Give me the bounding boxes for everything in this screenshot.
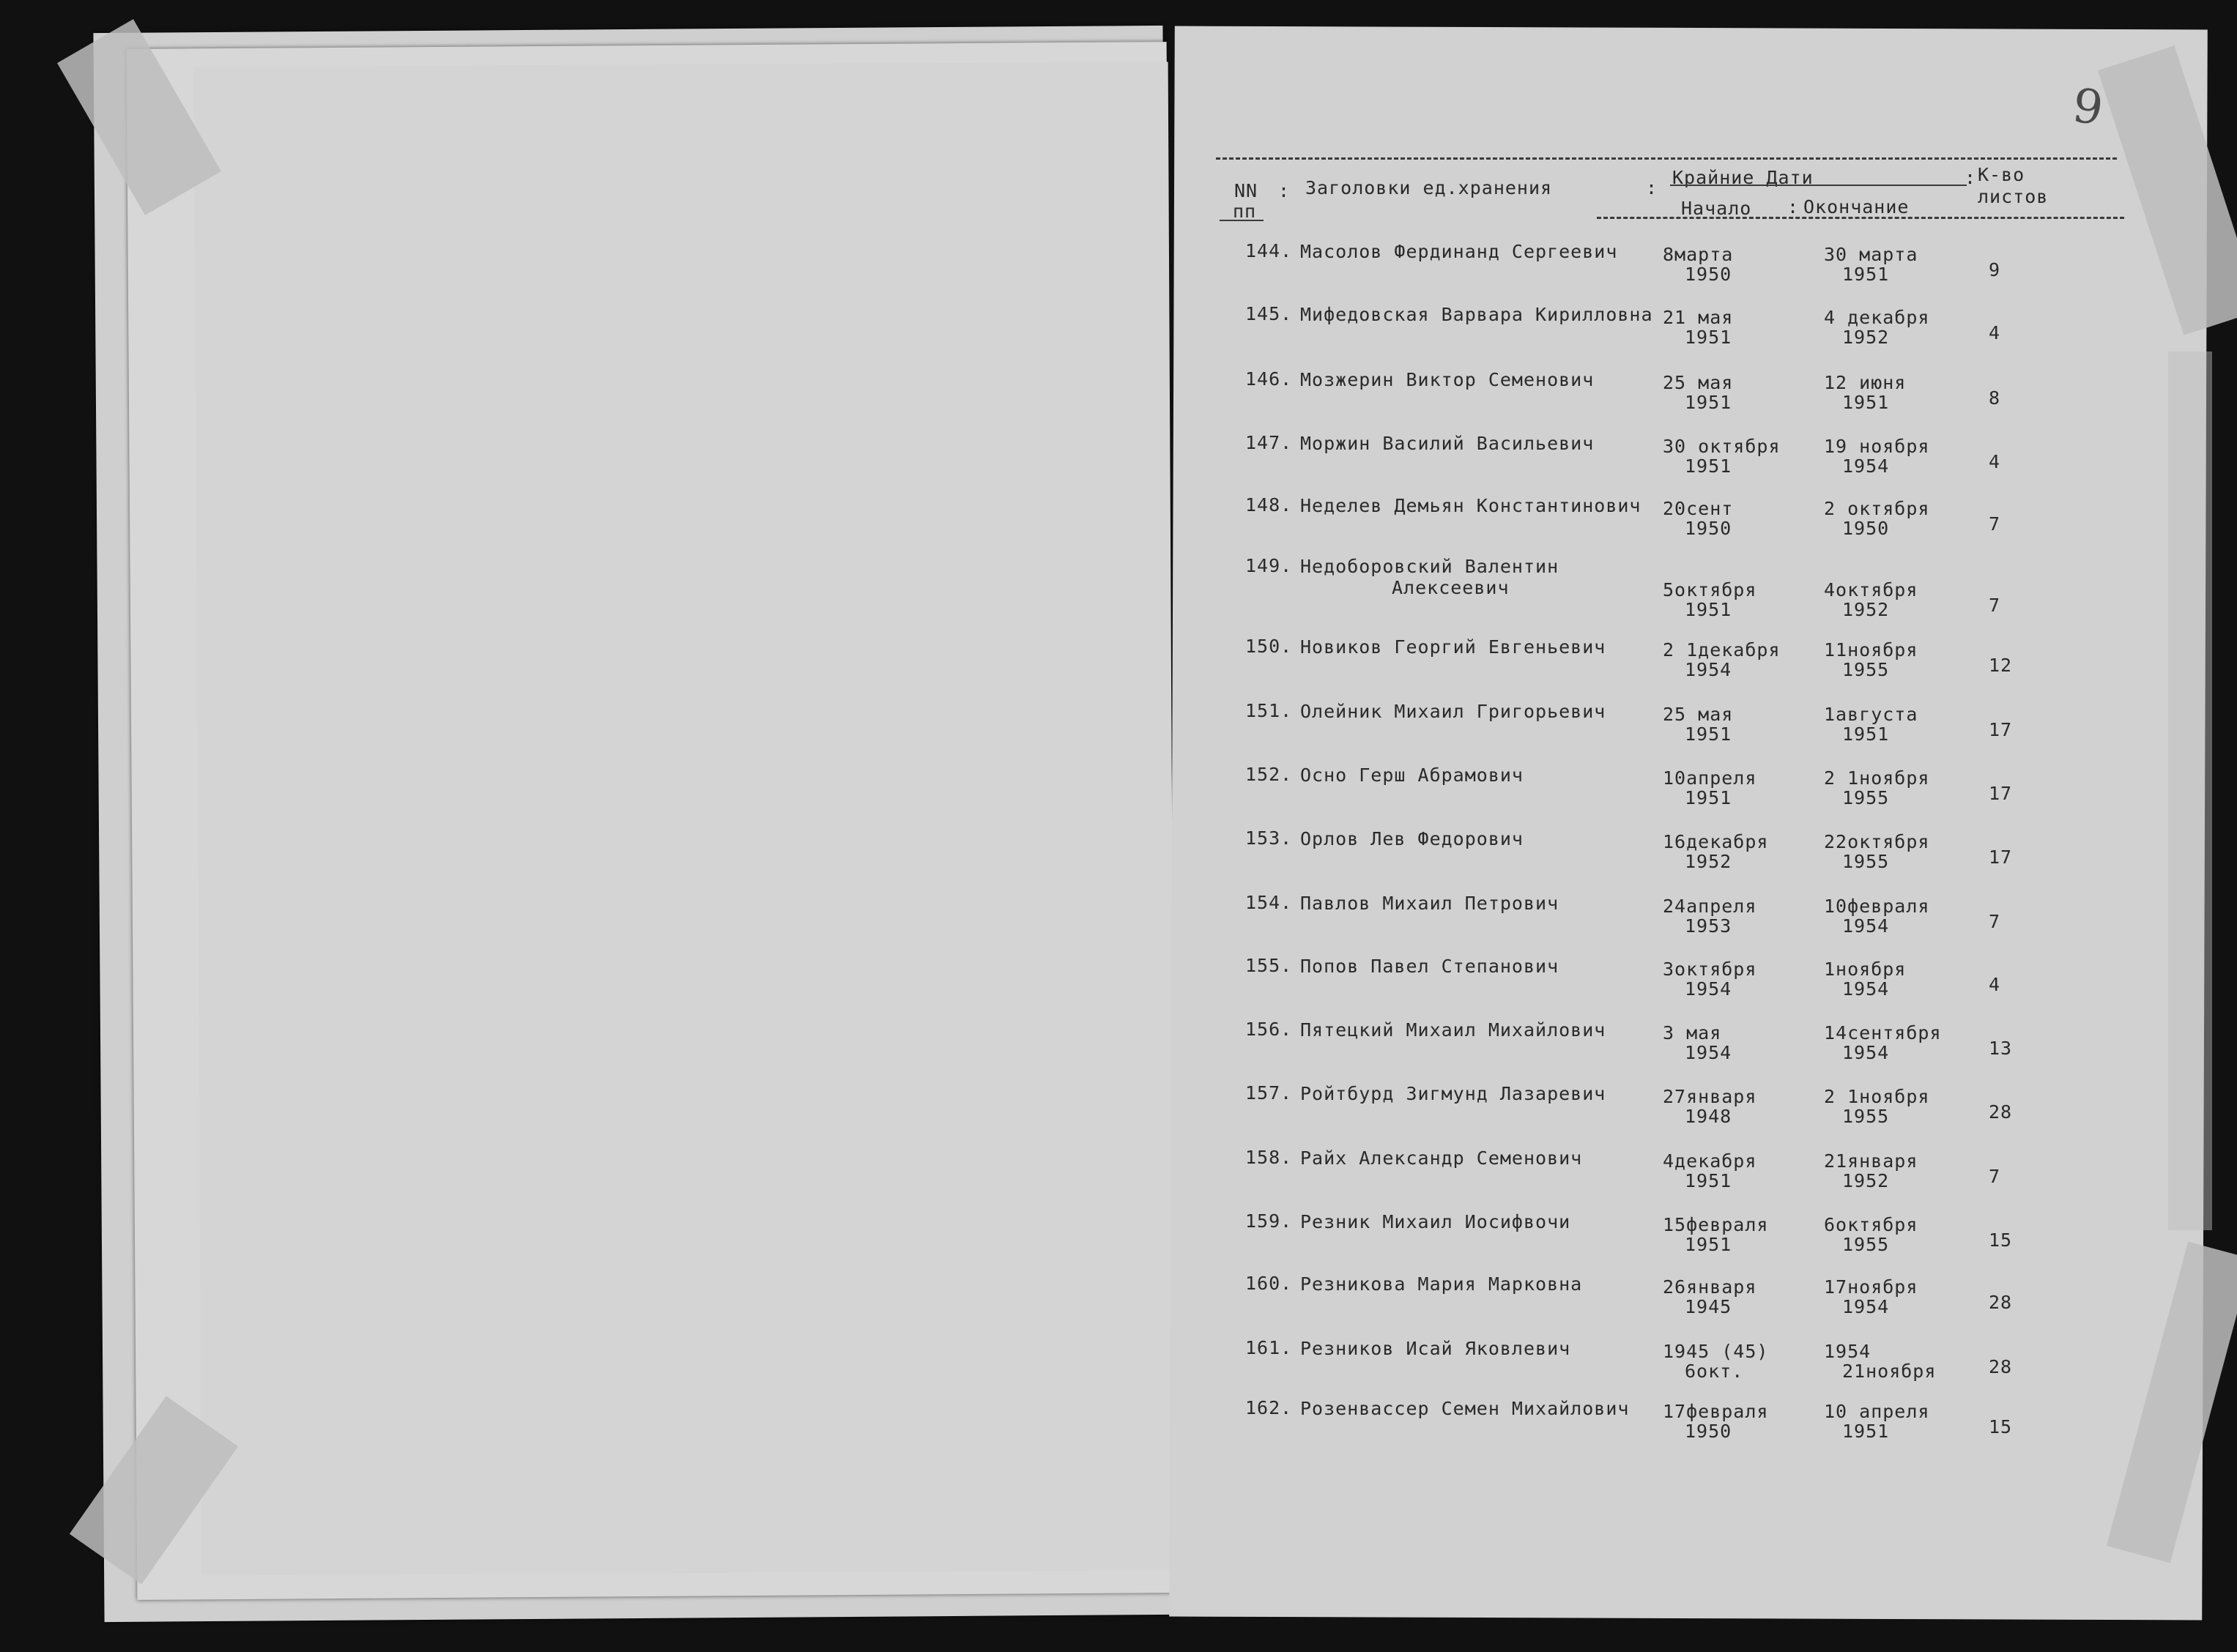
header-sep: : bbox=[1965, 167, 1977, 188]
header-end-label: Окончание bbox=[1803, 196, 1910, 217]
header-sep: : bbox=[1646, 177, 1658, 198]
row-end-day: 4октября bbox=[1824, 579, 1918, 601]
row-sheets: 28 bbox=[1989, 1356, 2013, 1378]
row-start-day: 15февраля bbox=[1663, 1213, 1769, 1235]
row-end-day: 1августа bbox=[1824, 704, 1918, 726]
row-start-year: 1954 bbox=[1685, 1042, 1732, 1064]
row-end-year: 21ноября bbox=[1842, 1360, 1937, 1382]
row-name: Розенвассер Семен Михайлович bbox=[1300, 1397, 1630, 1419]
row-end-year: 1950 bbox=[1842, 517, 1890, 539]
row-end-year: 1951 bbox=[1842, 391, 1890, 413]
row-end-year: 1952 bbox=[1842, 1169, 1890, 1191]
header-num-label-2: пп bbox=[1233, 201, 1257, 222]
row-name: Неделев Демьян Константинович bbox=[1300, 494, 1641, 516]
row-number: 147. bbox=[1245, 432, 1293, 453]
row-start-year: 1950 bbox=[1685, 518, 1732, 540]
row-number: 161. bbox=[1245, 1337, 1293, 1358]
row-end-day: 12 июня bbox=[1824, 372, 1907, 394]
row-start-day: 30 октября bbox=[1663, 435, 1781, 457]
row-sheets: 7 bbox=[1989, 1166, 2001, 1188]
row-start-day: 24апреля bbox=[1663, 895, 1757, 917]
row-number: 146. bbox=[1245, 368, 1293, 390]
row-start-day: 10апреля bbox=[1663, 767, 1757, 789]
row-name: Ройтбурд Зигмунд Лазаревич bbox=[1300, 1082, 1606, 1104]
row-name: Мозжерин Виктор Семенович bbox=[1300, 368, 1595, 390]
row-end-day: 30 марта bbox=[1824, 244, 1918, 266]
row-start-year: 1951 bbox=[1685, 723, 1732, 745]
header-dates-underline bbox=[1670, 185, 1967, 186]
row-sheets: 4 bbox=[1989, 451, 2001, 473]
row-start-day: 5октября bbox=[1663, 578, 1757, 600]
row-start-year: 1953 bbox=[1685, 915, 1732, 937]
row-start-year: 1951 bbox=[1685, 1170, 1732, 1192]
row-start-day: 20сент bbox=[1663, 497, 1734, 519]
row-end-day: 21января bbox=[1824, 1150, 1918, 1172]
row-name: Резник Михаил Иосифвочи bbox=[1300, 1210, 1571, 1232]
row-sheets: 15 bbox=[1989, 1416, 2013, 1438]
row-end-day: 2 октября bbox=[1824, 498, 1930, 520]
header-dates-label: Крайние Дати bbox=[1672, 167, 1814, 188]
row-sheets: 4 bbox=[1989, 974, 2001, 996]
row-end-day: 19 ноября bbox=[1824, 436, 1930, 458]
row-end-year: 1951 bbox=[1842, 263, 1890, 285]
row-sheets: 15 bbox=[1989, 1229, 2013, 1251]
row-name-continued: Алексеевич bbox=[1392, 577, 1510, 599]
row-name: Масолов Фердинанд Сергеевич bbox=[1300, 240, 1618, 262]
row-name: Райх Александр Семенович bbox=[1300, 1147, 1583, 1169]
row-start-year: 1945 bbox=[1685, 1296, 1732, 1318]
header-num-label: NN bbox=[1234, 180, 1258, 201]
row-start-day: 1945 (45) bbox=[1663, 1340, 1769, 1362]
row-end-day: 17ноября bbox=[1824, 1276, 1918, 1298]
row-sheets: 7 bbox=[1989, 911, 2001, 933]
row-start-day: 4декабря bbox=[1663, 1150, 1757, 1172]
row-start-year: 1948 bbox=[1685, 1106, 1732, 1128]
row-start-year: 1954 bbox=[1685, 978, 1732, 1000]
row-number: 156. bbox=[1245, 1019, 1293, 1040]
row-end-day: 4 декабря bbox=[1824, 307, 1930, 329]
row-sheets: 8 bbox=[1989, 387, 2001, 409]
row-start-year: 1950 bbox=[1685, 1421, 1732, 1443]
row-name: Олейник Михаил Григорьевич bbox=[1300, 700, 1606, 722]
row-name: Новиков Георгий Евгеньевич bbox=[1300, 636, 1606, 658]
row-end-year: 1951 bbox=[1842, 723, 1890, 745]
row-number: 162. bbox=[1245, 1397, 1293, 1418]
row-start-year: 1954 bbox=[1685, 659, 1732, 681]
header-sep: : bbox=[1787, 196, 1800, 217]
row-end-year: 1955 bbox=[1842, 850, 1890, 872]
header-title-label: Заголовки ед.хранения bbox=[1305, 177, 1553, 198]
row-number: 153. bbox=[1245, 827, 1293, 849]
row-start-day: 21 мая bbox=[1663, 306, 1734, 328]
row-number: 160. bbox=[1245, 1273, 1293, 1294]
row-sheets: 17 bbox=[1989, 783, 2013, 805]
row-start-day: 16декабря bbox=[1663, 830, 1769, 852]
row-end-day: 14сентября bbox=[1824, 1022, 1942, 1044]
row-start-year: 1951 bbox=[1685, 327, 1732, 349]
row-sheets: 13 bbox=[1989, 1038, 2013, 1060]
row-start-day: 8марта bbox=[1663, 243, 1734, 265]
row-start-year: 1951 bbox=[1685, 1234, 1732, 1256]
row-end-day: 6октября bbox=[1824, 1214, 1918, 1236]
row-start-year: 6окт. bbox=[1685, 1361, 1744, 1383]
row-end-year: 1954 bbox=[1842, 915, 1890, 937]
row-end-year: 1952 bbox=[1842, 326, 1890, 348]
row-start-year: 1951 bbox=[1685, 599, 1732, 621]
row-end-year: 1951 bbox=[1842, 1420, 1890, 1442]
row-sheets: 12 bbox=[1989, 655, 2013, 677]
header-num-underline bbox=[1220, 220, 1264, 221]
row-end-year: 1954 bbox=[1842, 978, 1890, 1000]
row-start-year: 1950 bbox=[1685, 264, 1732, 286]
row-name: Осно Герш Абрамович bbox=[1300, 764, 1524, 786]
row-number: 148. bbox=[1245, 494, 1293, 516]
row-start-day: 3октября bbox=[1663, 958, 1757, 980]
row-name: Резникова Мария Марковна bbox=[1300, 1273, 1583, 1295]
row-sheets: 9 bbox=[1989, 259, 2001, 281]
row-number: 152. bbox=[1245, 764, 1293, 785]
row-sheets: 7 bbox=[1989, 513, 2001, 535]
row-start-year: 1951 bbox=[1685, 392, 1732, 414]
row-number: 158. bbox=[1245, 1147, 1293, 1168]
header-sheets-label-2: листов bbox=[1978, 186, 2049, 207]
row-number: 149. bbox=[1245, 555, 1293, 576]
row-number: 150. bbox=[1245, 636, 1293, 657]
row-end-year: 1954 bbox=[1842, 1295, 1890, 1317]
header-start-label: Начало bbox=[1681, 198, 1752, 219]
row-end-day: 2 1ноября bbox=[1824, 1086, 1930, 1108]
row-name: Мифедовская Варвара Кирилловна bbox=[1300, 303, 1653, 325]
row-number: 155. bbox=[1245, 955, 1293, 976]
row-sheets: 17 bbox=[1989, 847, 2013, 868]
row-start-year: 1951 bbox=[1685, 787, 1732, 809]
header-top-rule bbox=[1216, 157, 2117, 160]
row-start-day: 25 мая bbox=[1663, 371, 1734, 393]
row-name: Резников Исай Яковлевич bbox=[1300, 1337, 1571, 1359]
row-number: 159. bbox=[1245, 1210, 1293, 1232]
row-end-year: 1955 bbox=[1842, 1105, 1890, 1127]
row-end-day: 2 1ноября bbox=[1824, 767, 1930, 789]
row-start-day: 2 1декабря bbox=[1663, 639, 1781, 661]
row-end-year: 1955 bbox=[1842, 786, 1890, 808]
row-end-year: 1955 bbox=[1842, 658, 1890, 680]
row-end-day: 11ноября bbox=[1824, 639, 1918, 661]
row-start-day: 3 мая bbox=[1663, 1022, 1722, 1043]
row-end-day: 10 апреля bbox=[1824, 1401, 1930, 1423]
row-number: 157. bbox=[1245, 1082, 1293, 1104]
row-start-day: 27января bbox=[1663, 1085, 1757, 1107]
row-number: 145. bbox=[1245, 303, 1293, 324]
row-end-day: 1954 bbox=[1824, 1341, 1871, 1363]
row-name: Павлов Михаил Петрович bbox=[1300, 892, 1559, 914]
row-end-year: 1955 bbox=[1842, 1233, 1890, 1255]
row-start-day: 25 мая bbox=[1663, 703, 1734, 725]
row-start-day: 26января bbox=[1663, 1276, 1757, 1298]
row-number: 144. bbox=[1245, 240, 1293, 261]
header-sheets-label: К-во bbox=[1978, 164, 2025, 185]
page-number: 9 bbox=[2069, 78, 2107, 137]
row-sheets: 4 bbox=[1989, 322, 2001, 344]
row-sheets: 28 bbox=[1989, 1101, 2013, 1123]
row-sheets: 28 bbox=[1989, 1292, 2013, 1314]
row-number: 151. bbox=[1245, 700, 1293, 721]
row-name: Орлов Лев Федорович bbox=[1300, 827, 1524, 849]
row-start-year: 1952 bbox=[1685, 851, 1732, 873]
row-end-year: 1954 bbox=[1842, 455, 1890, 477]
header-sep: : bbox=[1278, 180, 1291, 201]
row-name: Недоборовский Валентин bbox=[1300, 555, 1559, 577]
row-name: Попов Павел Степанович bbox=[1300, 955, 1559, 977]
header-bottom-rule bbox=[1597, 217, 2124, 219]
row-start-day: 17февраля bbox=[1663, 1400, 1769, 1422]
row-name: Моржин Василий Васильевич bbox=[1300, 432, 1595, 454]
row-end-day: 1ноября bbox=[1824, 959, 1907, 981]
row-number: 154. bbox=[1245, 892, 1293, 913]
row-end-year: 1952 bbox=[1842, 598, 1890, 620]
row-start-year: 1951 bbox=[1685, 455, 1732, 477]
row-name: Пятецкий Михаил Михайлович bbox=[1300, 1019, 1606, 1041]
row-end-year: 1954 bbox=[1842, 1041, 1890, 1063]
row-end-day: 22октября bbox=[1824, 831, 1930, 853]
row-sheets: 7 bbox=[1989, 595, 2001, 617]
row-sheets: 17 bbox=[1989, 719, 2013, 741]
row-end-day: 10февраля bbox=[1824, 896, 1930, 918]
